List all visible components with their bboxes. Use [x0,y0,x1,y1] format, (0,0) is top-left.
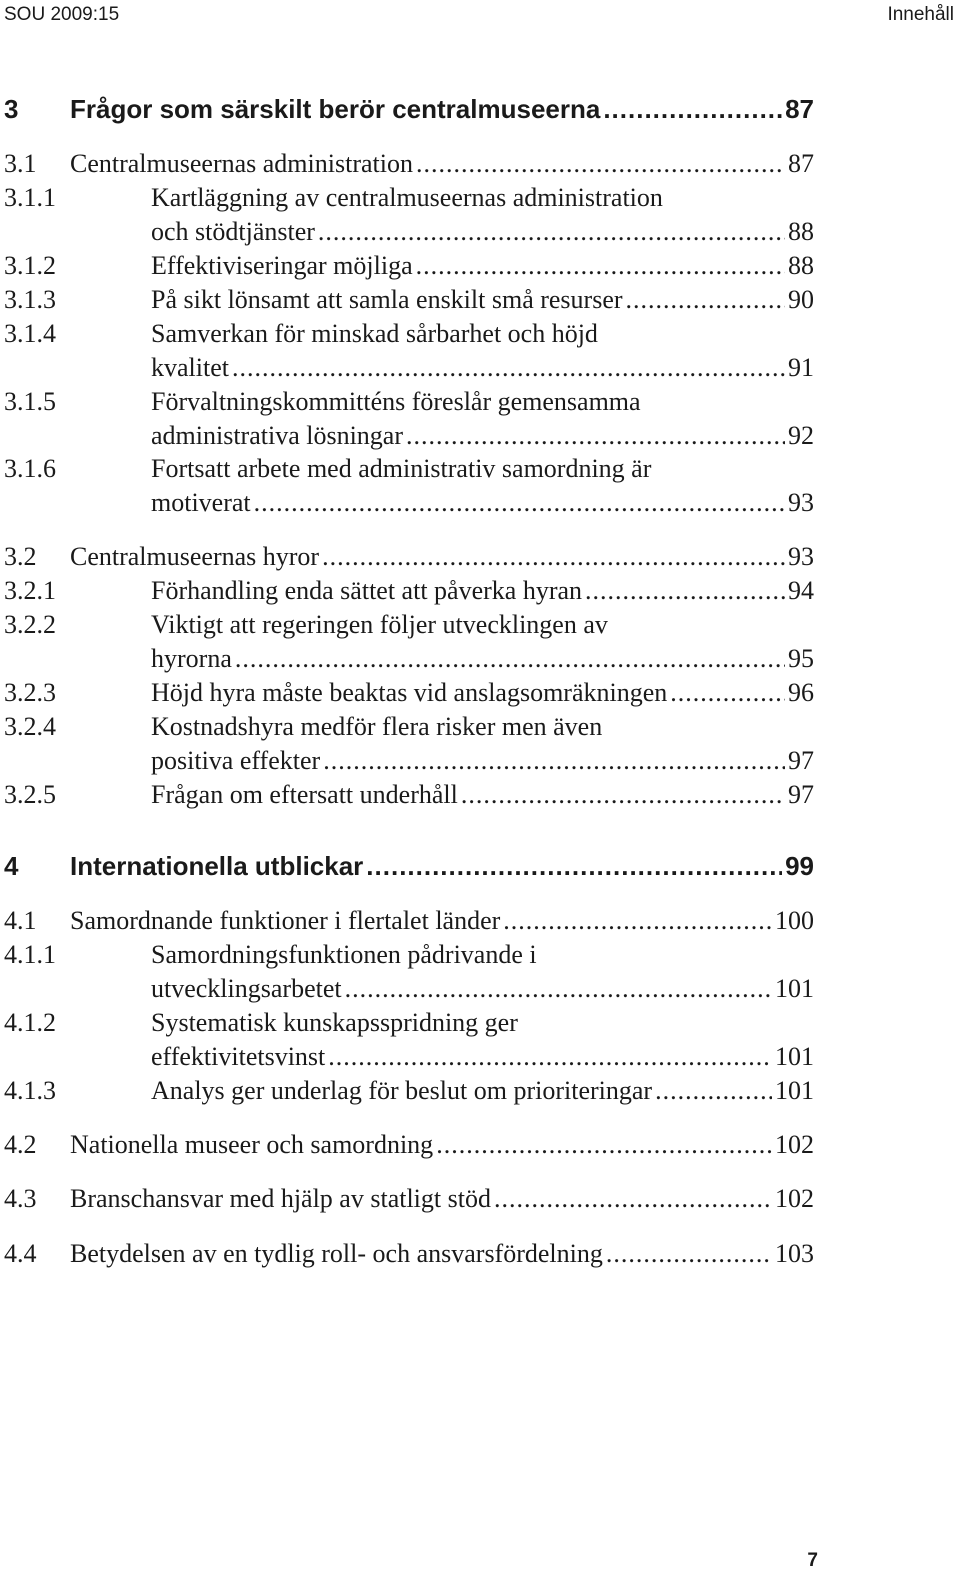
toc-entry-3-1-4-cont[interactable] [4,351,814,385]
page-ref: 87 [788,149,814,178]
page-ref: 100 [775,906,814,935]
section-number: 3.1.3 [4,285,56,314]
section-title: Nationella museer och samordning [70,1130,434,1159]
toc-entry-4-1[interactable] [4,904,814,938]
page-ref: 87 [785,94,814,124]
section-title: Förhandling enda sättet att påverka hyran [151,576,583,605]
page-ref: 88 [788,217,814,246]
page-ref: 101 [775,974,814,1003]
leader-dots [606,1237,772,1271]
running-header-left: SOU 2009:15 [4,4,120,25]
leader-dots [626,283,785,317]
section-title: Kostnadshyra medför flera risker men även [151,712,603,741]
toc-entry-3-1-5[interactable] [4,385,814,419]
leader-dots [318,215,785,249]
toc-entry-3-2-1[interactable] [4,574,814,608]
toc-entry-3-1-1[interactable] [4,181,814,215]
toc-entry-4-1-3[interactable] [4,1074,814,1108]
section-number: 3.1.2 [4,251,56,280]
page-ref: 103 [775,1239,814,1268]
toc-entry-3-1[interactable] [4,147,814,181]
section-number: 4.1.1 [4,940,56,969]
section-title: Centralmuseernas administration [70,149,413,178]
section-number: 3.2.3 [4,678,56,707]
toc-entry-3-2-4[interactable] [4,710,814,744]
section-number: 3.1 [4,149,37,178]
section-title-cont: utvecklingsarbetet [151,974,342,1003]
toc-entry-4-1-1[interactable] [4,938,814,972]
table-of-contents [4,0,814,1578]
page-ref: 102 [775,1130,814,1159]
section-title-cont: hyrorna [151,644,232,673]
chapter-title: Internationella utblickar [70,851,364,881]
page-ref: 102 [775,1184,814,1213]
leader-dots [406,419,785,453]
leader-dots [494,1182,772,1216]
section-title: Samverkan för minskad sårbarhet och höjd [151,319,598,348]
section-title: Systematisk kunskapsspridning ger [151,1008,518,1037]
toc-entry-4-4[interactable] [4,1237,814,1271]
page-ref: 99 [785,851,814,881]
section-title: Centralmuseernas hyror [70,542,320,571]
toc-entry-4-1-2[interactable] [4,1006,814,1040]
section-title-cont: och stödtjänster [151,217,315,246]
section-number: 3.2.5 [4,780,56,809]
toc-entry-3-2-2[interactable] [4,608,814,642]
leader-dots [655,1074,772,1108]
page-ref: 95 [788,644,814,673]
leader-dots [366,849,782,883]
toc-entry-4-1-1-cont[interactable] [4,972,814,1006]
toc-entry-3-2[interactable] [4,540,814,574]
section-title: Effektiviseringar möjliga [151,251,413,280]
running-header-right: Innehåll [887,4,954,25]
leader-dots [322,540,785,574]
toc-entry-4-1-2-cont[interactable] [4,1040,814,1074]
page-ref: 97 [788,780,814,809]
toc-chapter-4[interactable] [4,849,814,883]
section-title-cont: kvalitet [151,353,229,382]
leader-dots [235,642,785,676]
leader-dots [232,351,785,385]
leader-dots [670,676,785,710]
leader-dots [416,249,785,283]
section-number: 3.2 [4,542,37,571]
chapter-number: 4 [4,851,19,881]
section-title-cont: administrativa lösningar [151,421,404,450]
leader-dots [323,744,785,778]
toc-entry-3-2-2-cont[interactable] [4,642,814,676]
leader-dots [461,778,785,812]
toc-entry-3-2-5[interactable] [4,778,814,812]
section-title: Förvaltningskommitténs föreslår gemensamma [151,387,641,416]
toc-entry-3-1-1-cont[interactable] [4,215,814,249]
page-ref: 88 [788,251,814,280]
section-number: 3.1.6 [4,454,56,483]
section-title: Viktigt att regeringen följer utvecklingen av [151,610,608,639]
page-ref: 96 [788,678,814,707]
section-title: Branschansvar med hjälp av statligt stöd [70,1184,491,1213]
section-number: 3.2.2 [4,610,56,639]
toc-entry-3-1-2[interactable] [4,249,814,283]
section-title: Analys ger underlag för beslut om prioriteringar [151,1076,653,1105]
page-ref: 93 [788,542,814,571]
toc-entry-3-2-3[interactable] [4,676,814,710]
section-number: 3.2.1 [4,576,56,605]
section-number: 4.4 [4,1239,37,1268]
page-ref: 101 [775,1076,814,1105]
toc-entry-3-1-6[interactable] [4,452,814,486]
page-ref: 97 [788,746,814,775]
page-ref: 101 [775,1042,814,1071]
section-title: Samordnande funktioner i flertalet länder [70,906,501,935]
page-ref: 92 [788,421,814,450]
section-title: Betydelsen av en tydlig roll- och ansvarsfördelning [70,1239,603,1268]
toc-entry-4-2[interactable] [4,1128,814,1162]
section-title: Frågan om eftersatt underhåll [151,780,458,809]
section-title-cont: positiva effekter [151,746,321,775]
toc-entry-3-2-4-cont[interactable] [4,744,814,778]
section-number: 3.2.4 [4,712,56,741]
section-number: 4.3 [4,1184,37,1213]
leader-dots [603,92,782,126]
chapter-title: Frågor som särskilt berör centralmuseerna [70,94,601,124]
section-number: 4.2 [4,1130,37,1159]
leader-dots [345,972,772,1006]
section-title: Höjd hyra måste beaktas vid anslagsomräkningen [151,678,668,707]
leader-dots [254,486,785,520]
page-ref: 91 [788,353,814,382]
leader-dots [416,147,785,181]
section-title-cont: effektivitetsvinst [151,1042,326,1071]
leader-dots [328,1040,772,1074]
section-title: På sikt lönsamt att samla enskilt små resurser [151,285,623,314]
toc-entry-3-1-5-cont[interactable] [4,419,814,453]
section-number: 3.1.5 [4,387,56,416]
section-number: 3.1.1 [4,183,56,212]
toc-entry-3-1-6-cont[interactable] [4,486,814,520]
page-ref: 90 [788,285,814,314]
section-number: 4.1.3 [4,1076,56,1105]
page-ref: 94 [788,576,814,605]
section-title: Fortsatt arbete med administrativ samordning är [151,454,652,483]
page-number: 7 [807,1550,818,1571]
toc-entry-4-3[interactable] [4,1182,814,1216]
section-title: Samordningsfunktionen pådrivande i [151,940,537,969]
section-title-cont: motiverat [151,488,251,517]
toc-chapter-3[interactable] [4,92,814,126]
toc-entry-3-1-4[interactable] [4,317,814,351]
section-number: 4.1 [4,906,37,935]
section-number: 4.1.2 [4,1008,56,1037]
leader-dots [503,904,772,938]
section-title: Kartläggning av centralmuseernas administration [151,183,663,212]
section-number: 3.1.4 [4,319,56,348]
leader-dots [436,1128,772,1162]
toc-entry-3-1-3[interactable] [4,283,814,317]
page-ref: 93 [788,488,814,517]
chapter-number: 3 [4,94,19,124]
leader-dots [585,574,785,608]
